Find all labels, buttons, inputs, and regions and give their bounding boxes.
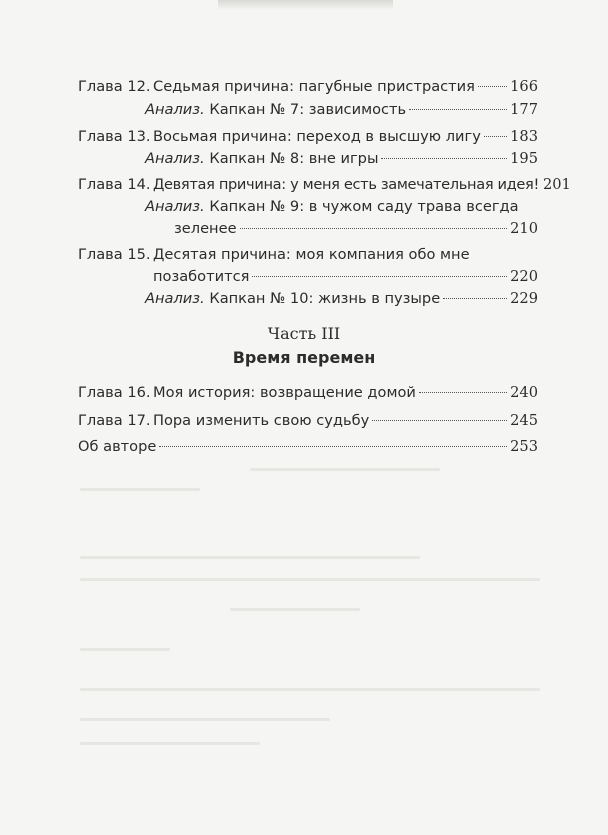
toc-entry-chapter-17[interactable] [153,410,538,432]
analysis-prefix: Анализ. [145,150,205,167]
chapter-13-page: 183 [510,128,538,145]
chapter-15-title-line1: Десятая причина: моя компания обо мне [153,246,470,263]
part-title: Время перемен [232,348,376,367]
leader-dots [443,297,507,299]
chapter-16-title: Моя история: возвращение домой [153,384,416,401]
chapter-14-title: Девятая причина: у меня есть замечательная идея! [153,176,539,193]
chapter-17-page: 245 [510,412,538,429]
chapter-12-number: Глава 12. [78,78,151,95]
leader-dots [484,135,507,137]
toc-entry-about-author[interactable] [78,436,538,458]
analysis-8-page: 195 [510,150,538,167]
chapter-16-page: 240 [510,384,538,401]
chapter-15-title-line2: позаботится [153,268,250,285]
analysis-7-page: 177 [510,101,538,118]
chapter-13-number: Глава 13. [78,128,151,145]
chapter-14-page: 201 [542,176,571,193]
analysis-10-title: Капкан № 10: жизнь в пузыре [209,290,441,307]
analysis-8-title: Капкан № 8: вне игры [209,150,379,167]
toc-entry-chapter-15[interactable] [153,266,538,288]
analysis-prefix: Анализ. [145,290,205,307]
analysis-7-title: Капкан № 7: зависимость [209,101,407,118]
toc-entry-analysis-10[interactable] [145,288,538,310]
leader-dots [240,227,508,229]
chapter-12-title: Седьмая причина: пагубные пристрастия [153,78,475,95]
analysis-prefix: Анализ. [145,198,205,215]
toc-entry-chapter-12[interactable] [153,76,538,98]
leader-dots [159,445,507,447]
leader-dots [381,157,507,159]
leader-dots [252,275,507,277]
about-author-title: Об авторе [78,438,157,455]
chapter-15-page: 220 [510,268,538,285]
chapter-17-number: Глава 17. [78,412,151,429]
toc-entry-chapter-14[interactable] [153,174,571,196]
chapter-15-number: Глава 15. [78,246,151,263]
chapter-14-number: Глава 14. [78,176,151,193]
about-author-page: 253 [510,438,538,455]
toc-entry-analysis-7[interactable] [145,99,538,121]
analysis-9-title-line2: зеленее [174,220,237,237]
chapter-17-title: Пора изменить свою судьбу [153,412,370,429]
toc-entry-chapter-16[interactable] [153,382,538,404]
chapter-13-title: Восьмая причина: переход в высшую лигу [153,128,481,145]
part-number: Часть III [267,324,341,343]
analysis-10-page: 229 [510,290,538,307]
chapter-12-page: 166 [510,78,538,95]
toc-entry-analysis-9[interactable] [174,218,538,240]
page-top-shadow [218,0,393,10]
toc-entry-analysis-8[interactable] [145,148,538,170]
analysis-prefix: Анализ. [145,101,205,118]
analysis-9-page: 210 [510,220,538,237]
leader-dots [409,108,507,110]
leader-dots [419,391,507,393]
toc-entry-chapter-13[interactable] [153,126,538,148]
leader-dots [478,85,507,87]
chapter-16-number: Глава 16. [78,384,151,401]
analysis-9-title-line1: Анализ. Капкан № 9: в чужом саду трава всегда [145,198,519,215]
leader-dots [372,419,507,421]
